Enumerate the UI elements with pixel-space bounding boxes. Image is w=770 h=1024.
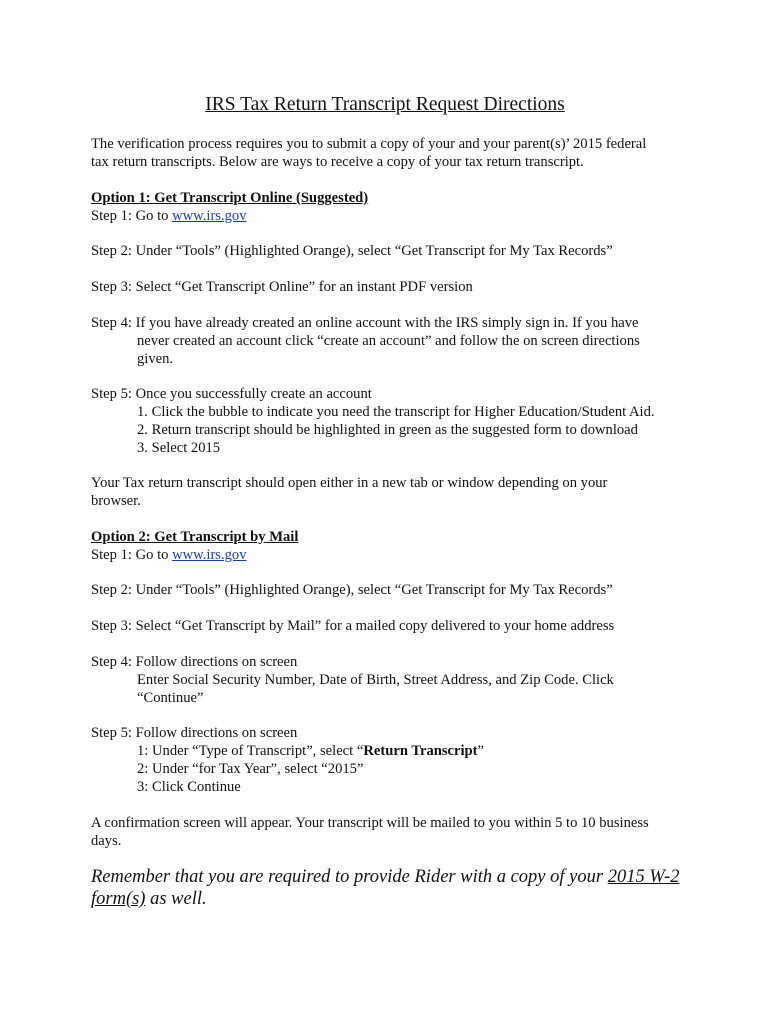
option1-note — [91, 474, 691, 510]
option2-step5-line1: Step 5: Follow directions on screen — [91, 725, 298, 741]
option2-step1-text: Step 1: Go to — [91, 547, 173, 563]
option2-step3: Step 3: Select “Get Transcript by Mail” for a mailed copy delivered to your home address — [91, 618, 615, 634]
option2-block — [91, 528, 691, 564]
option1-block — [91, 189, 691, 225]
option2-step4-sub1: Enter Social Security Number, Date of Birth, Street Address, and Zip Code. Click — [137, 672, 614, 688]
option1-step5 — [91, 385, 691, 457]
option2-confirm-line1: A confirmation screen will appear. Your transcript will be mailed to you within 5 to 10 business — [91, 815, 649, 831]
remember-suffix: as well. — [145, 889, 207, 909]
option2-step4-line1: Step 4: Follow directions on screen — [91, 654, 298, 670]
option1-step5-sub3: 3. Select 2015 — [137, 440, 221, 456]
option1-step1 — [91, 207, 691, 225]
remember-forms-underlined: form(s) — [91, 889, 146, 909]
option1-step4-line2: never created an account click “create an account” and follow the on screen directions — [137, 333, 640, 349]
option2-step5-sub2: 2: Under “for Tax Year”, select “2015” — [137, 761, 364, 777]
option1-step5-sub1: 1. Click the bubble to indicate you need the transcript for Higher Education/Student Aid. — [137, 404, 655, 420]
option2-step5-sub1-suffix: ” — [477, 743, 485, 759]
option2-irs-link[interactable]: www.irs.gov — [172, 547, 247, 563]
option2-step5-sub3: 3: Click Continue — [137, 779, 241, 795]
option2-step1 — [91, 546, 691, 564]
option2-confirmation — [91, 814, 691, 850]
option1-step4-line1: Step 4: If you have already created an online account with the IRS simply sign in. If you have — [91, 315, 639, 331]
option2-step5-sub1 — [91, 742, 691, 760]
option1-note-line1: Your Tax return transcript should open either in a new tab or window depending on your — [91, 475, 608, 491]
option1-step2: Step 2: Under “Tools” (Highlighted Orange), select “Get Transcript for My Tax Records” — [91, 243, 613, 259]
option2-step4 — [91, 653, 691, 707]
option2-step2: Step 2: Under “Tools” (Highlighted Orange), select “Get Transcript for My Tax Records” — [91, 582, 613, 598]
option2-step5-sub1-prefix: 1: Under “Type of Transcript”, select “ — [137, 743, 364, 759]
option1-step5-line1: Step 5: Once you successfully create an account — [91, 386, 372, 402]
return-transcript-bold: Return Transcript — [363, 743, 478, 759]
option1-heading: Option 1: Get Transcript Online (Suggested) — [91, 190, 369, 206]
option1-step4-line3: given. — [137, 351, 174, 367]
option1-irs-link[interactable]: www.irs.gov — [172, 208, 247, 224]
remember-prefix: Remember that you are required to provide Rider with a copy of your — [91, 867, 608, 887]
intro-paragraph — [91, 135, 691, 171]
option1-note-line2: browser. — [91, 493, 141, 509]
page-title: IRS Tax Return Transcript Request Directions — [205, 94, 565, 115]
option1-step1-text: Step 1: Go to — [91, 208, 173, 224]
option1-step3: Step 3: Select “Get Transcript Online” for an instant PDF version — [91, 279, 473, 295]
option1-step4 — [91, 314, 691, 368]
intro-line-2: tax return transcripts. Below are ways to receive a copy of your tax return transcript. — [91, 154, 584, 170]
option2-step5 — [91, 724, 691, 796]
option2-confirm-line2: days. — [91, 833, 122, 849]
option2-step4-sub2: “Continue” — [137, 690, 204, 706]
remember-note — [91, 866, 691, 910]
option2-heading: Option 2: Get Transcript by Mail — [91, 529, 299, 545]
intro-line-1: The verification process requires you to submit a copy of your and your parent(s)’ 2015 federal — [91, 136, 647, 152]
remember-w2-underlined: 2015 W-2 — [607, 867, 680, 887]
option1-step5-sub2: 2. Return transcript should be highlighted in green as the suggested form to download — [137, 422, 638, 438]
